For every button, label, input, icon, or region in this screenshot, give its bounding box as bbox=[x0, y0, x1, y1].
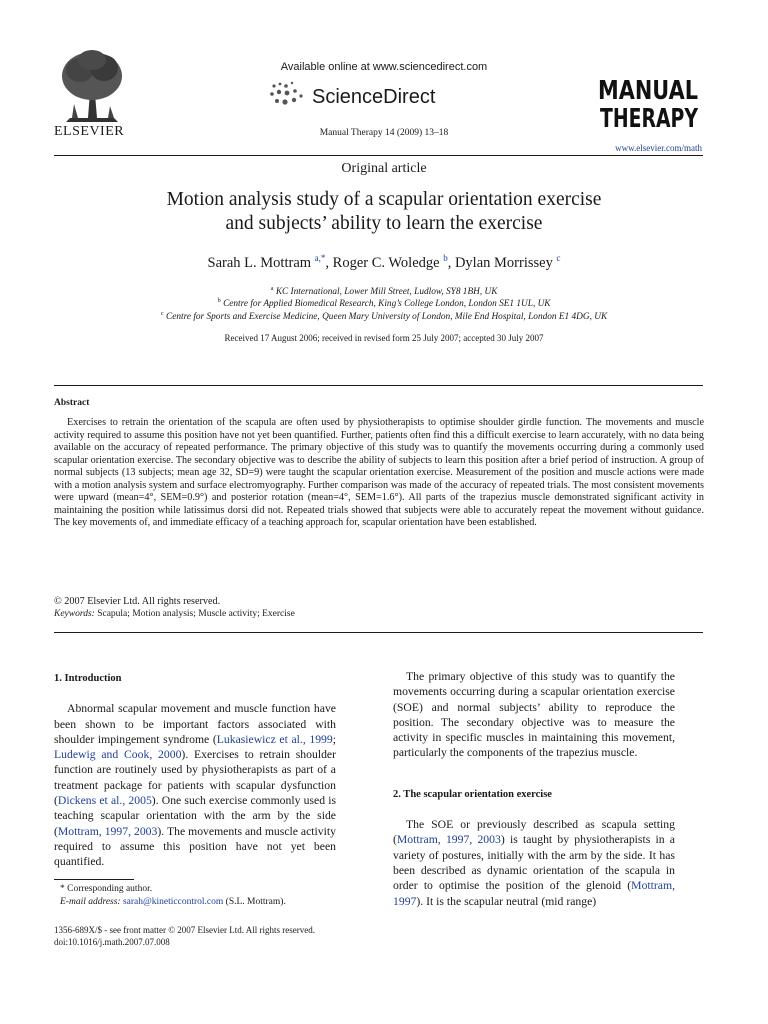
author-affiliation-mark[interactable]: c bbox=[556, 253, 561, 263]
abstract-top-divider bbox=[54, 385, 703, 386]
available-online-text: Available online at www.sciencedirect.com bbox=[280, 61, 488, 73]
citation-link[interactable]: Mottram, 1997, 2003 bbox=[57, 824, 158, 838]
citation-link[interactable]: Lukasiewicz et al., 1999 bbox=[216, 732, 333, 746]
section-heading-soe: 2. The scapular orientation exercise bbox=[393, 788, 552, 800]
author-affiliation-mark[interactable]: b bbox=[443, 253, 448, 263]
citation-link[interactable]: Dickens et al., 2005 bbox=[57, 794, 152, 808]
manual-therapy-logo bbox=[598, 73, 700, 134]
article-type: Original article bbox=[341, 161, 427, 176]
footnote-divider bbox=[54, 879, 134, 880]
affiliation: $^b$ Centre for Applied Biomedical Research, King’s College London, London SE1 1UL, UK bbox=[217, 297, 551, 310]
journal-url-link[interactable]: www.elsevier.com/math bbox=[615, 143, 702, 153]
affiliation: $^a$ KC International, Lower Mill Street, Ludlow, SY8 1BH, UK bbox=[270, 285, 498, 298]
header-divider bbox=[54, 155, 703, 156]
issn-doi-block bbox=[54, 924, 315, 948]
author-name: Sarah L. Mottram bbox=[207, 254, 312, 271]
corresponding-author-footnote: * Corresponding author. E-mail address: sarah@kineticcontrol.com (S.L. Mottram). bbox=[60, 884, 286, 907]
objectives-paragraph: The primary objective of this study was to quantify the movements occurring during a scapular orientation exercise (SOE) and normal subjects’ ability to reproduce the position. The secondary objective was to measure the activity in specific muscles in maintaining this movement, particularly the components of the trapezius muscle. bbox=[393, 670, 675, 760]
author-name: Dylan Morrissey bbox=[454, 254, 553, 271]
keywords-label: Keywords: bbox=[54, 609, 95, 619]
section-heading-introduction: 1. Introduction bbox=[54, 673, 122, 684]
abstract-body: Exercises to retrain the orientation of the scapula are often used by physiotherapists to optimise shoulder girdle function. The movements and muscle activity required to assume this position have not yet been quantified. Further, patients often find this a difficult exercise to learn accurately, with no data being available on the accuracy of repeated performance. The primary objective of this study was to quantify the movements occurring during a commonly used scapular orientation exercise. The secondary objective was to describe the ability of subjects to learn this position after a brief period of instruction. A group of normal subjects (13 subjects; mean age 32, SD=9) were taught the scapular orientation exercise. Measurement of the position and muscle actions were made with a motion analysis system and surface electromyography. Further comparison was made of the accuracy of repeated trials. The most consistent movements were upward (mean=4°, SEM=0.9°) and posterior rotation (mean=4°, SEM=1.6°). All parts of the trapezius muscle demonstrated significant activity in maintaining the position while latissimus dorsi did not. Repeated trials showed that subjects were able to accurately repeat the movement without guidance. The key movements of, and immediate efficacy of a teaching approach for, scapular orientation have been established. bbox=[54, 417, 704, 528]
title-line-2: and subjects’ ability to learn the exercise bbox=[225, 213, 543, 234]
author-list: Sarah L. Mottram $^{a,*}$, Roger C. Woledge $^b$, Dylan Morrissey $^c$ bbox=[207, 253, 561, 271]
publisher-name: ELSEVIER bbox=[54, 124, 125, 139]
journal-logo-line1: MANUAL bbox=[598, 76, 698, 106]
doi-line: doi:10.1016/j.math.2007.07.008 bbox=[54, 937, 170, 947]
article-title bbox=[60, 188, 708, 236]
intro-paragraph: Abnormal scapular movement and muscle function have been shown to be important factors associated with shoulder impingement syndrome (Lukasiewicz et al., 1999; Ludewig and Cook, 2000). Exercises to retrain shoulder function are routinely used by physiotherapists as part of a treatment package for patients with scapular dysfunction (Dickens et al., 2005). One such exercise commonly used is teaching scapular orientation with the arm by the side (Mottram, 1997, 2003). The movements and muscle activity required to assume this position have not yet been quantified. bbox=[54, 702, 337, 869]
abstract-bottom-divider bbox=[54, 632, 703, 633]
abstract-heading: Abstract bbox=[54, 398, 90, 408]
journal-reference: Manual Therapy 14 (2009) 13–18 bbox=[319, 128, 449, 138]
sciencedirect-logo bbox=[268, 80, 468, 110]
journal-logo-line2: THERAPY bbox=[600, 104, 699, 134]
abstract-copyright: © 2007 Elsevier Ltd. All rights reserved. bbox=[54, 596, 221, 607]
sciencedirect-wordmark: ScienceDirect bbox=[312, 86, 436, 108]
citation-link[interactable]: Ludewig and Cook, 2000 bbox=[54, 748, 182, 762]
keywords bbox=[54, 609, 295, 619]
affiliation: $^c$ Centre for Sports and Exercise Medicine, Queen Mary University of London, Mile End Hospital, London E1 4DG, UK bbox=[160, 310, 608, 323]
author-affiliation-mark[interactable]: a,* bbox=[314, 253, 326, 263]
citation-link[interactable]: Mottram, 1997, 2003 bbox=[396, 833, 501, 847]
right-column bbox=[393, 669, 675, 909]
title-line-1: Motion analysis study of a scapular orientation exercise bbox=[166, 189, 602, 210]
author-name: Roger C. Woledge bbox=[332, 254, 440, 271]
sciencedirect-dots-icon bbox=[270, 82, 302, 105]
author-email-link[interactable]: sarah@kineticcontrol.com bbox=[122, 896, 224, 907]
keywords-list: Scapula; Motion analysis; Muscle activity; Exercise bbox=[94, 609, 295, 619]
citation-link[interactable]: Mottram, 1997 bbox=[393, 879, 675, 908]
left-column bbox=[54, 671, 336, 870]
issn-line: 1356-689X/$ - see front matter © 2007 Elsevier Ltd. All rights reserved. bbox=[54, 925, 316, 935]
soe-paragraph: The SOE or previously described as scapula setting (Mottram, 1997, 2003) is taught by physiotherapists in a variety of postures, initially with the arm by the side. It has been described as dynamic orientation of the scapula in order to optimise the position of the glenoid (Mottram, 1997). It is the scapular neutral (mid range) bbox=[393, 818, 675, 908]
received-dates: Received 17 August 2006; received in revised form 25 July 2007; accepted 30 July 2007 bbox=[224, 333, 544, 343]
